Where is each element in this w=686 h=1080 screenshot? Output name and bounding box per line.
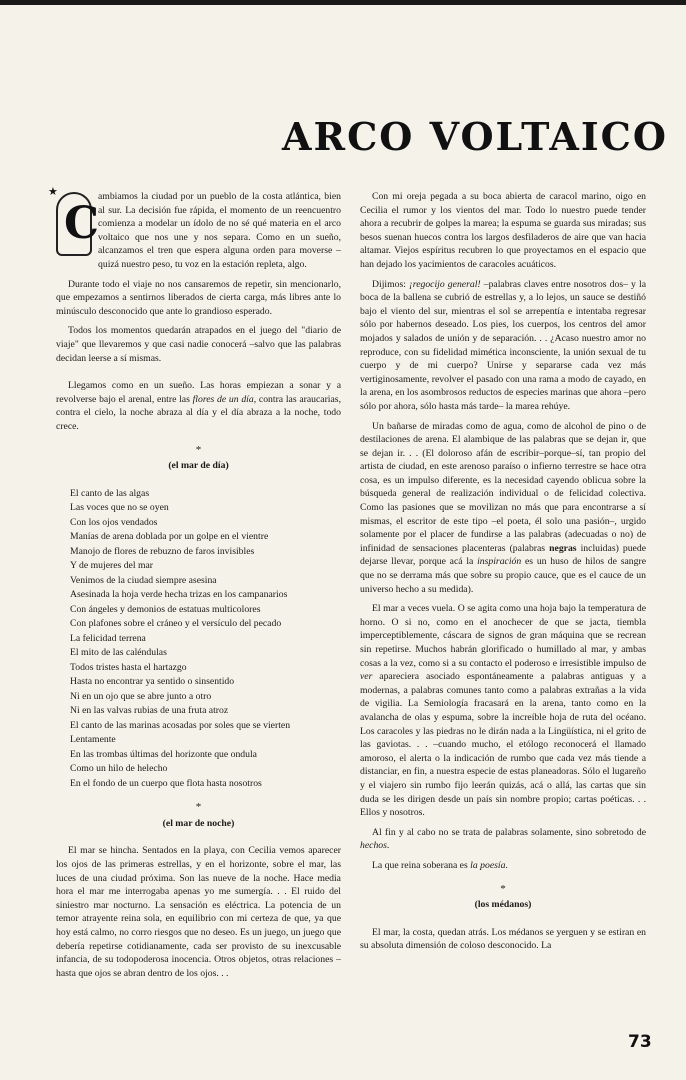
poem-line: Venimos de la ciudad siempre asesina	[70, 574, 217, 586]
text-span: es un huso de hilos de sangre que no se derrama más que sobre su propio cauce, que es el cauce de un universo hecho a su medida).	[360, 556, 646, 595]
poem-line: La felicidad terrena	[70, 632, 146, 644]
section-heading: (el mar de noche)	[162, 817, 235, 829]
text-span: La que reina soberana es	[372, 859, 471, 871]
section-separator: *	[195, 801, 202, 814]
poem-line: En el fondo de un cuerpo que flota hasta nosotros	[70, 777, 262, 789]
paragraph	[360, 826, 646, 853]
italic-span: la poesía	[470, 859, 506, 871]
italic-span: ver	[360, 671, 373, 683]
text-span: –palabras claves entre nosotros dos– y la boca de la ballena se cubrió de estrellas y, a lo lejos, un sauce se destiñó bajo el viento del sur, mientras el sol se arrepentía e intentaba regresar sólo por habernos deseado. Los pies, los cuerpos, los centros del amor mojados y salados de unión y de separación. . . ¿Acaso nuestro amor no reproduce, con su fidelidad mimética inconsciente, la unión sexual de tu cuerpo y de mi cuerpo? Unirse y separarse cada vez más vertiginosamente, revolver el pasado con una rama a modo de cayado, en la arena, en los asombrosos reductos de especies marinas que ahora –pero sólo por ahora, sólo hasta más tarde– la marea rehúye.	[360, 278, 646, 412]
italic-span: inspiración	[477, 556, 522, 568]
section-heading: (los médanos)	[474, 899, 532, 911]
text-span: Un bañarse de miradas como de agua, como de alcohol de pino o de destilaciones de arena. El alambique de las palabras que se dejan ir, que se dejan ir. . . (El doloroso afán de escribir–porque–sí, tan propio del artista de ciudad, en este arenoso paraíso o infierno terrestre se hace otra cosa, es un impulso diferente, es la necesidad cayendo oblicua sobre la búsqueda general de realización individual o de felicidad colectiva. Como las pasiones que se movilizan no más que para encontrarse a sí mismas, el escritor de este tipo –el poeta, él solo una pasión–, urgido solamente por el placer de fundirse a las palabras (adecuadas o no) de infinidad de sensaciones placenteras (palabras	[360, 420, 646, 554]
text-span: Al fin y al cabo no se trata de palabras solamente, sino sobretodo de	[372, 826, 646, 838]
paragraph: Todos los momentos quedarán atrapados en el juego del "diario de viaje" que llevaremos y que casi nadie conocerá –salvo que las palabras decidan leerse a sí mismas.	[56, 325, 341, 364]
text-span: El mar a veces vuela. O se agita como una hoja bajo la temperatura de horno. O si no, como en el anochecer de que se jacta, tiembla imperceptiblemente, cáscara de signos de gran máquina que se recrean sin repetirse. Muchos habrán glorificado o humillado al mar, y ambas cosas a la vez, como si a su contacto el poderoso e irresistible impulso de	[360, 603, 646, 669]
bold-span: negras	[549, 542, 577, 554]
poem-line: Hasta no encontrar ya sentido o sinsentido	[70, 676, 235, 688]
poem-line: El canto de las marinas acosadas por soles que se vierten	[70, 719, 291, 731]
paragraph: ambiamos la ciudad por un pueblo de la costa atlántica, bien al sur. La decisión fue rápida, el momento de un reencuentro comienza a modelar un ídolo de no sé qué materia en el arco voltaico que nos une y nos separa. Como en un sueño, alcanzamos el tren que espera alguna orden para moverse –quizá nuestro peso, tu voz en la estación repleta, algo.	[98, 191, 341, 270]
page-number: 73	[628, 1032, 652, 1052]
poem-line: Con los ojos vendados	[70, 516, 158, 528]
poem-line: Con ángeles y demonios de estatuas multicolores	[70, 603, 261, 615]
text-span: .	[386, 840, 390, 852]
poem-line: Ni en las valvas rubias de una fruta atroz	[70, 705, 229, 717]
italic-span: flores de un día	[192, 393, 254, 405]
italic-span: hechos	[360, 840, 387, 852]
paragraph: El mar se hincha. Sentados en la playa, con Cecilia vemos aparecer los ojos de las primeras estrellas, y en el horizonte, sobre el mar, las luces de una ciudad próxima. Son las nueve de la noche. Hace media hora el mar me interrogaba apenas yo me sumergía. . . El ruido del siniestro mar nocturno. La sensación es eléctrica. La potencia de un temor atrayente reina sola, en equilibrio con mi certeza de que, ya que hoy está calmo, no corro riesgos que no deseo. Es un juego, un juego que debería repetirse cotidianamente, cada ser provisto de su inexcusable infancia, de su todopoderosa inocencia. Otros objetos, otras relaciones –hasta que ojos se abran dentro de los ojos. . .	[56, 845, 341, 979]
top-border	[0, 0, 686, 5]
text-span: Dijimos:	[372, 278, 410, 290]
text-span: apareciera asociado espontáneamente a palabras antiguas y a modernas, a palabras comunes tanto como a palabras extrañas a la vida de vigilia. La Semiología fracasará en la arena, tanto como en la avalancha de olas y espuma, sobre la increíble hoja de ruta del océano. Los caracoles y las piedras no le dirán nada a la Lingüística, ni el grito de las gaviotas. . . –cuando mucho, el etólogo reconocerá el llamado amoroso, el alerta o la indicación de rumbo que cada vez más tiende a distanciar, en fin, a nuestra especie de estas planeadoras. Sólo el lugareño y el viajero sin rumbo fijo leerán quizás, acá o allá, las cartas que sin duda se les dirigen desde un país sin nombre propio; cartas poéticas. . . Ellos y nosotros.	[360, 671, 646, 819]
poem-line: Con plafones sobre el cráneo y el versículo del pecado	[70, 618, 282, 630]
poem-line: Manojo de flores de rebuzno de faros invisibles	[70, 545, 255, 557]
poem-line: Todos tristes hasta el hartazgo	[70, 661, 187, 673]
paragraph	[56, 379, 341, 433]
poem-line: El mito de las caléndulas	[70, 647, 167, 659]
paragraph	[360, 859, 646, 873]
dropcap-letter: C	[64, 198, 100, 249]
text-span: , contra las araucarias, contra el cielo, la noche abraza al día y el día abraza a la noche, todo crece.	[56, 393, 341, 432]
text-span: .	[505, 859, 508, 871]
section-separator: *	[500, 882, 506, 895]
poem-line: Ni en un ojo que se abre junto a otro	[70, 690, 212, 702]
paragraph	[360, 602, 646, 820]
poem-line: En las trombas últimas del horizonte que ondula	[70, 748, 257, 760]
poem	[70, 487, 341, 792]
poem-line: Como un hilo de helecho	[70, 763, 168, 775]
poem-line: Lentamente	[70, 734, 116, 746]
paragraph: El mar, la costa, quedan atrás. Los médanos se yerguen y se estiran en su absoluta dimensión de coloso desconocido. La	[360, 926, 646, 952]
article-title: ARCO VOLTAICO	[282, 114, 668, 159]
poem-line: Asesinada la hoja verde hecha trizas en los campanarios	[70, 589, 288, 601]
dropcap-ornament	[48, 186, 100, 256]
left-column	[48, 186, 341, 986]
italic-span: ¡regocijo general!	[409, 278, 481, 290]
text-span: Llegamos como en un sueño. Las horas empiezan a sonar y a revolverse bajo el arenal, entre las	[56, 380, 341, 405]
right-column	[360, 190, 646, 959]
text-span: incluidas) puede dejarse llevar, porque acá la	[360, 542, 646, 568]
paragraph: Con mi oreja pegada a su boca abierta de caracol marino, oigo en Cecilia el rumor y los vientos del mar. Todo lo nuestro puede tender ahora a recubrir de golpes la marea; la espuma se guarda sus miradas; sus besos suenan huecos contra los largos desfiladeros de aire que van hacia altamar. Viejos espíritus recubren lo que proyectamos en el espacio que han dejado los yacimientos de caracoles acuáticos.	[360, 191, 646, 270]
paragraph	[360, 278, 646, 414]
poem-line: Y de mujeres del mar	[70, 560, 154, 572]
star-ornament-icon: ★	[48, 186, 58, 198]
poem-line: El canto de las algas	[70, 487, 150, 499]
poem-line: Manías de arena doblada por un golpe en el vientre	[70, 531, 269, 543]
section-heading: (el mar de día)	[168, 460, 229, 472]
section-separator: *	[195, 443, 202, 456]
paragraph: Durante todo el viaje no nos cansaremos de repetir, sin mencionarlo, que empezamos a sentirnos liberados de cierta carga, más libres ante lo minúsculo desconocido que ante lo grandioso esperado.	[56, 278, 341, 317]
paragraph	[360, 420, 646, 597]
poem-line: Las voces que no se oyen	[70, 502, 169, 514]
